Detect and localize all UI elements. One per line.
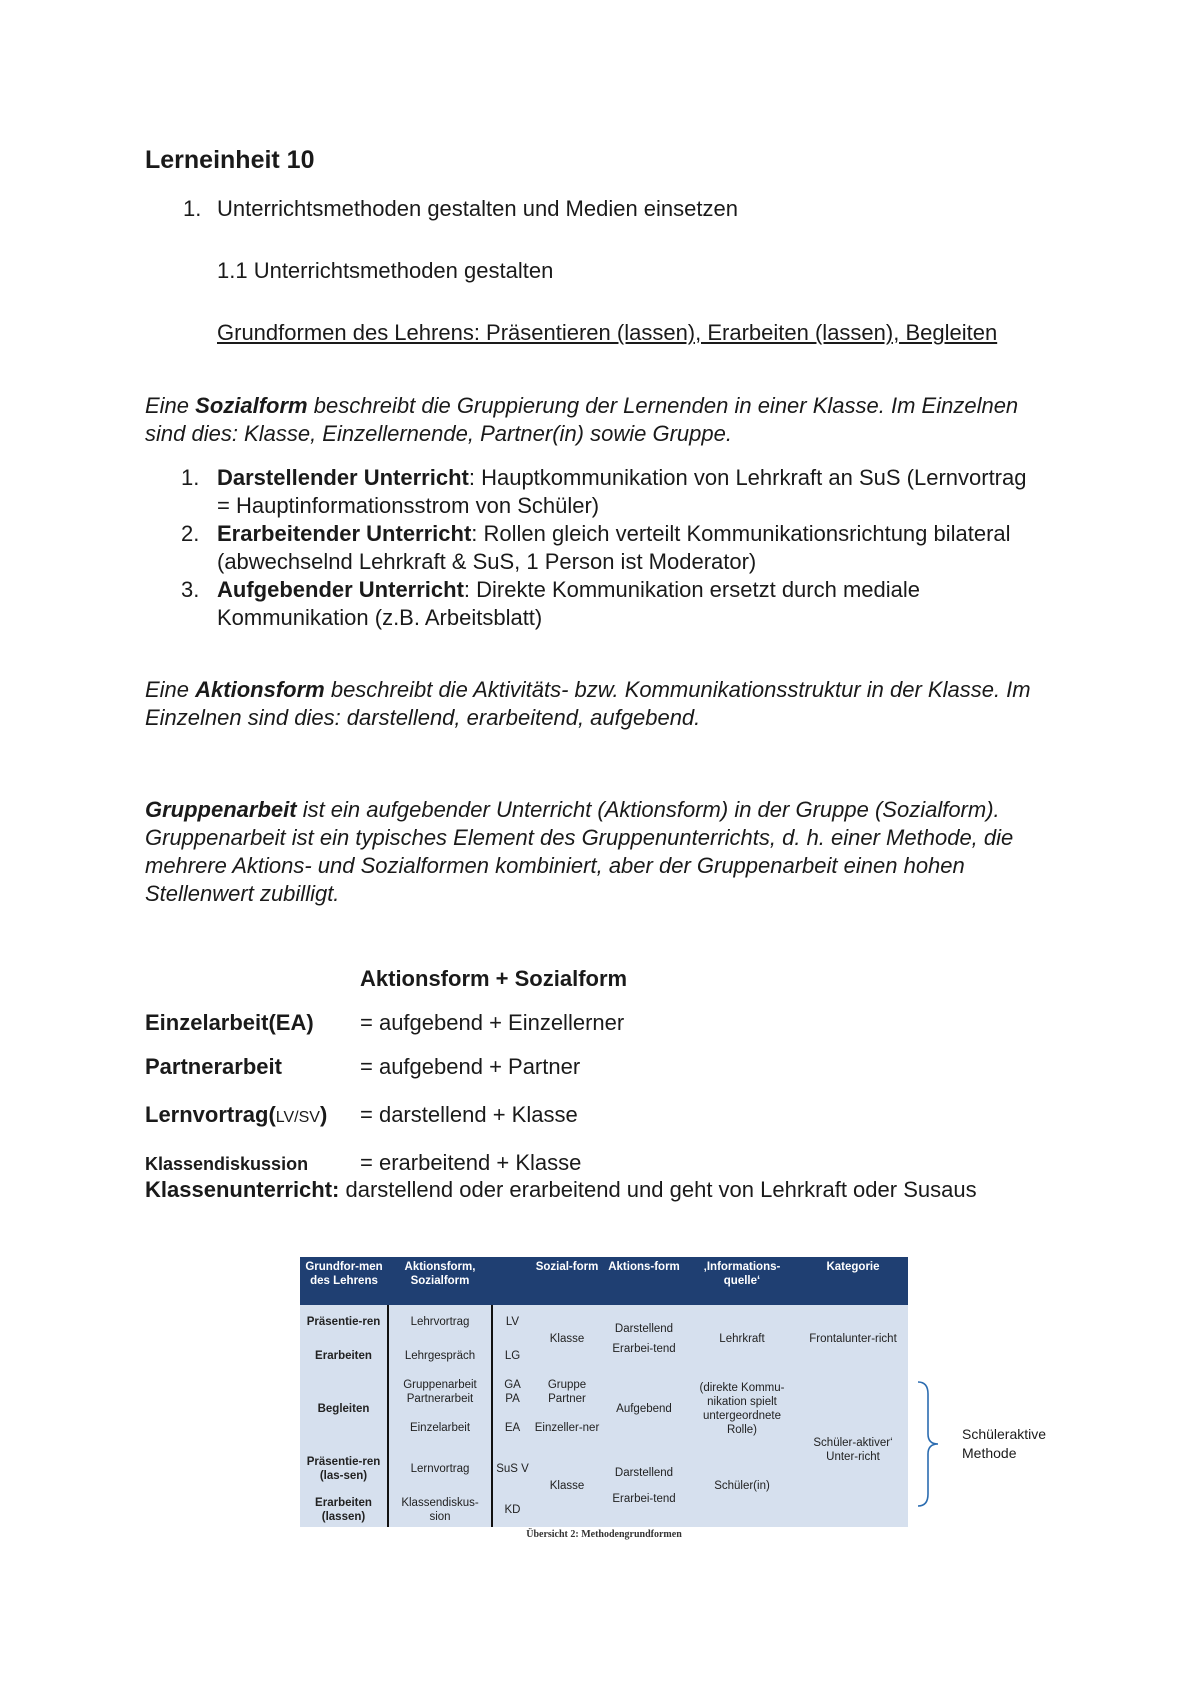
formula-value: = darstellend + Klasse	[360, 1102, 578, 1127]
formula-label: Klassendiskussion	[145, 1154, 309, 1174]
table-cell: Präsentie-ren (las-sen)	[300, 1445, 388, 1493]
cell-line: Erarbei-tend	[612, 1493, 676, 1505]
cell-line: Gruppe	[547, 1379, 587, 1391]
table-cell: Lehrkraft	[686, 1305, 798, 1373]
table-cell: LV	[492, 1305, 532, 1339]
bold-term: Sozialform	[195, 393, 308, 418]
formula-header: Aktionsform + Sozialform	[360, 966, 628, 991]
bold-term: Gruppenarbeit	[145, 797, 297, 822]
list-text: : Hauptkommunikation von Lehrkraft an SuS (Lernvortrag = Hauptinformationsstrom von Schüler)	[217, 465, 1027, 518]
table-cell: Einzelarbeit	[388, 1411, 492, 1445]
table-header: ‚Informations-quelle‘	[686, 1257, 798, 1305]
table-header: Aktionsform, Sozialform	[388, 1257, 492, 1305]
list-text: : Rollen gleich verteilt Kommunikationsrichtung bilateral (abwechselnd Lehrkraft & SuS, 1 Person ist Moderator)	[217, 521, 1011, 574]
table-cell: (direkte Kommu-nikation spielt untergeordnete Rolle)	[686, 1373, 798, 1445]
formula-value: = erarbeitend + Klasse	[360, 1150, 582, 1175]
formula-row	[145, 1054, 581, 1080]
list-item	[145, 520, 1045, 576]
table-row	[300, 1373, 908, 1411]
aktionsform-paragraph	[145, 676, 1045, 732]
formula-row	[145, 1010, 625, 1036]
curly-brace-icon	[916, 1380, 940, 1508]
sozialform-paragraph	[145, 392, 1045, 448]
table-cell: Schüler-aktiver‘ Unter-richt	[798, 1373, 908, 1527]
table-cell: Präsentie-ren	[300, 1305, 388, 1339]
table-cell: EA	[492, 1411, 532, 1445]
formula-value: = aufgebend + Partner	[360, 1054, 581, 1079]
section-text: Unterrichtsmethoden gestalten und Medien einsetzen	[217, 196, 738, 221]
table-caption: Übersicht 2: Methodengrundformen	[526, 1529, 682, 1540]
text-run: beschreibt die Aktivitäts- bzw. Kommunikationsstruktur in der Klasse. Im Einzelnen sind dies: darstellend, erarbeitend, aufgebend.	[145, 677, 1031, 730]
table-cell: Aufgebend	[602, 1373, 686, 1445]
gruppenarbeit-paragraph	[145, 796, 1045, 908]
subsection-heading: 1.1 Unterrichtsmethoden gestalten	[217, 258, 554, 283]
grundformen-line: Grundformen des Lehrens: Präsentieren (lassen), Erarbeiten (lassen), Begleiten	[217, 320, 998, 345]
formula-value: = aufgebend + Einzellerner	[360, 1010, 625, 1035]
table-cell: Schüler(in)	[686, 1445, 798, 1527]
table-row	[300, 1305, 908, 1339]
table-header: Grundfor-men des Lehrens	[300, 1257, 388, 1305]
table-cell: Lehrvortrag	[388, 1305, 492, 1339]
table-cell: Klasse	[532, 1305, 602, 1373]
methods-table	[300, 1257, 908, 1527]
table-cell: Erarbeiten	[300, 1339, 388, 1373]
cell-line: Erarbei-tend	[612, 1343, 676, 1355]
table-cell	[492, 1373, 532, 1411]
table-cell: Lernvortrag	[388, 1445, 492, 1493]
cell-line: PA	[505, 1393, 520, 1405]
formula-row	[145, 1150, 582, 1176]
table-header: Sozial-form	[532, 1257, 602, 1305]
formula-label-end: )	[319, 1102, 328, 1127]
formula-label	[145, 1102, 327, 1127]
table-cell: SuS V	[492, 1445, 532, 1493]
table-cell: Einzeller-ner	[532, 1411, 602, 1445]
formula-label: Partnerarbeit	[145, 1054, 282, 1079]
unterricht-list	[145, 464, 1045, 632]
list-number: 1.	[183, 196, 202, 221]
table-cell: KD	[492, 1493, 532, 1527]
list-number: 3.	[181, 577, 200, 602]
formula-label-abbr: LV/SV	[275, 1109, 320, 1126]
cell-line: Darstellend	[614, 1323, 674, 1335]
bold-term: Aktionsform	[195, 677, 325, 702]
text-run: beschreibt die Gruppierung der Lernenden in einer Klasse. Im Einzelnen sind dies: Klasse, Einzellernende, Partner(in) sowie Gruppe.	[145, 393, 1019, 446]
table-header: Kategorie	[798, 1257, 908, 1305]
klassenunterricht-line	[145, 1176, 1045, 1204]
table-cell: Klasse	[532, 1445, 602, 1527]
table-cell	[532, 1373, 602, 1411]
table-cell: Klassendiskus-sion	[388, 1493, 492, 1527]
table-cell: LG	[492, 1339, 532, 1373]
table-cell: Frontalunter-richt	[798, 1305, 908, 1373]
formula-row	[145, 1102, 578, 1128]
list-number: 1.	[181, 465, 200, 490]
text-run: ist ein aufgebender Unterricht (Aktionsform) in der Gruppe (Sozialform). Gruppenarbeit ist ein typisches Element des Gruppenunterrichts, d. h. einer Methode, die mehrere Aktions- und Sozialformen kombiniert, aber der Gruppenarbeit einen hohen Stellenwert zubilligt.	[145, 797, 1014, 906]
text-run: Eine	[145, 677, 196, 702]
text-run: darstellend oder erarbeitend und geht von Lehrkraft oder Susaus	[339, 1177, 977, 1202]
list-number: 2.	[181, 521, 200, 546]
table-cell: Lehrgespräch	[388, 1339, 492, 1373]
brace-label: Schüleraktive Methode	[962, 1426, 1047, 1461]
cell-line: Partnerarbeit	[406, 1393, 474, 1405]
bold-term: Aufgebender Unterricht	[217, 577, 464, 602]
list-text: : Direkte Kommunikation ersetzt durch mediale Kommunikation (z.B. Arbeitsblatt)	[217, 577, 921, 630]
cell-line: Partner	[548, 1393, 586, 1405]
table-cell	[602, 1445, 686, 1527]
methodengrundformen-table-image	[300, 1257, 908, 1540]
formula-label-start: Lernvortrag(	[145, 1102, 276, 1127]
cell-line: Darstellend	[614, 1467, 674, 1479]
cell-line: Gruppenarbeit	[403, 1379, 477, 1391]
text-run: Eine	[145, 393, 196, 418]
table-header-row	[300, 1257, 908, 1305]
table-cell	[388, 1373, 492, 1411]
table-cell: Begleiten	[300, 1373, 388, 1445]
list-item	[145, 464, 1045, 520]
bold-term: Erarbeitender Unterricht	[217, 521, 472, 546]
table-header: Aktions-form	[602, 1257, 686, 1305]
list-item	[145, 576, 1045, 632]
page-title: Lerneinheit 10	[145, 146, 315, 174]
formula-label: Einzelarbeit(EA)	[145, 1010, 314, 1035]
cell-line: GA	[504, 1379, 521, 1391]
bold-term: Darstellender Unterricht	[217, 465, 469, 490]
table-header	[492, 1257, 532, 1305]
table-cell	[602, 1305, 686, 1373]
table-cell: Erarbeiten (lassen)	[300, 1493, 388, 1527]
bold-term: Klassenunterricht:	[145, 1177, 340, 1202]
